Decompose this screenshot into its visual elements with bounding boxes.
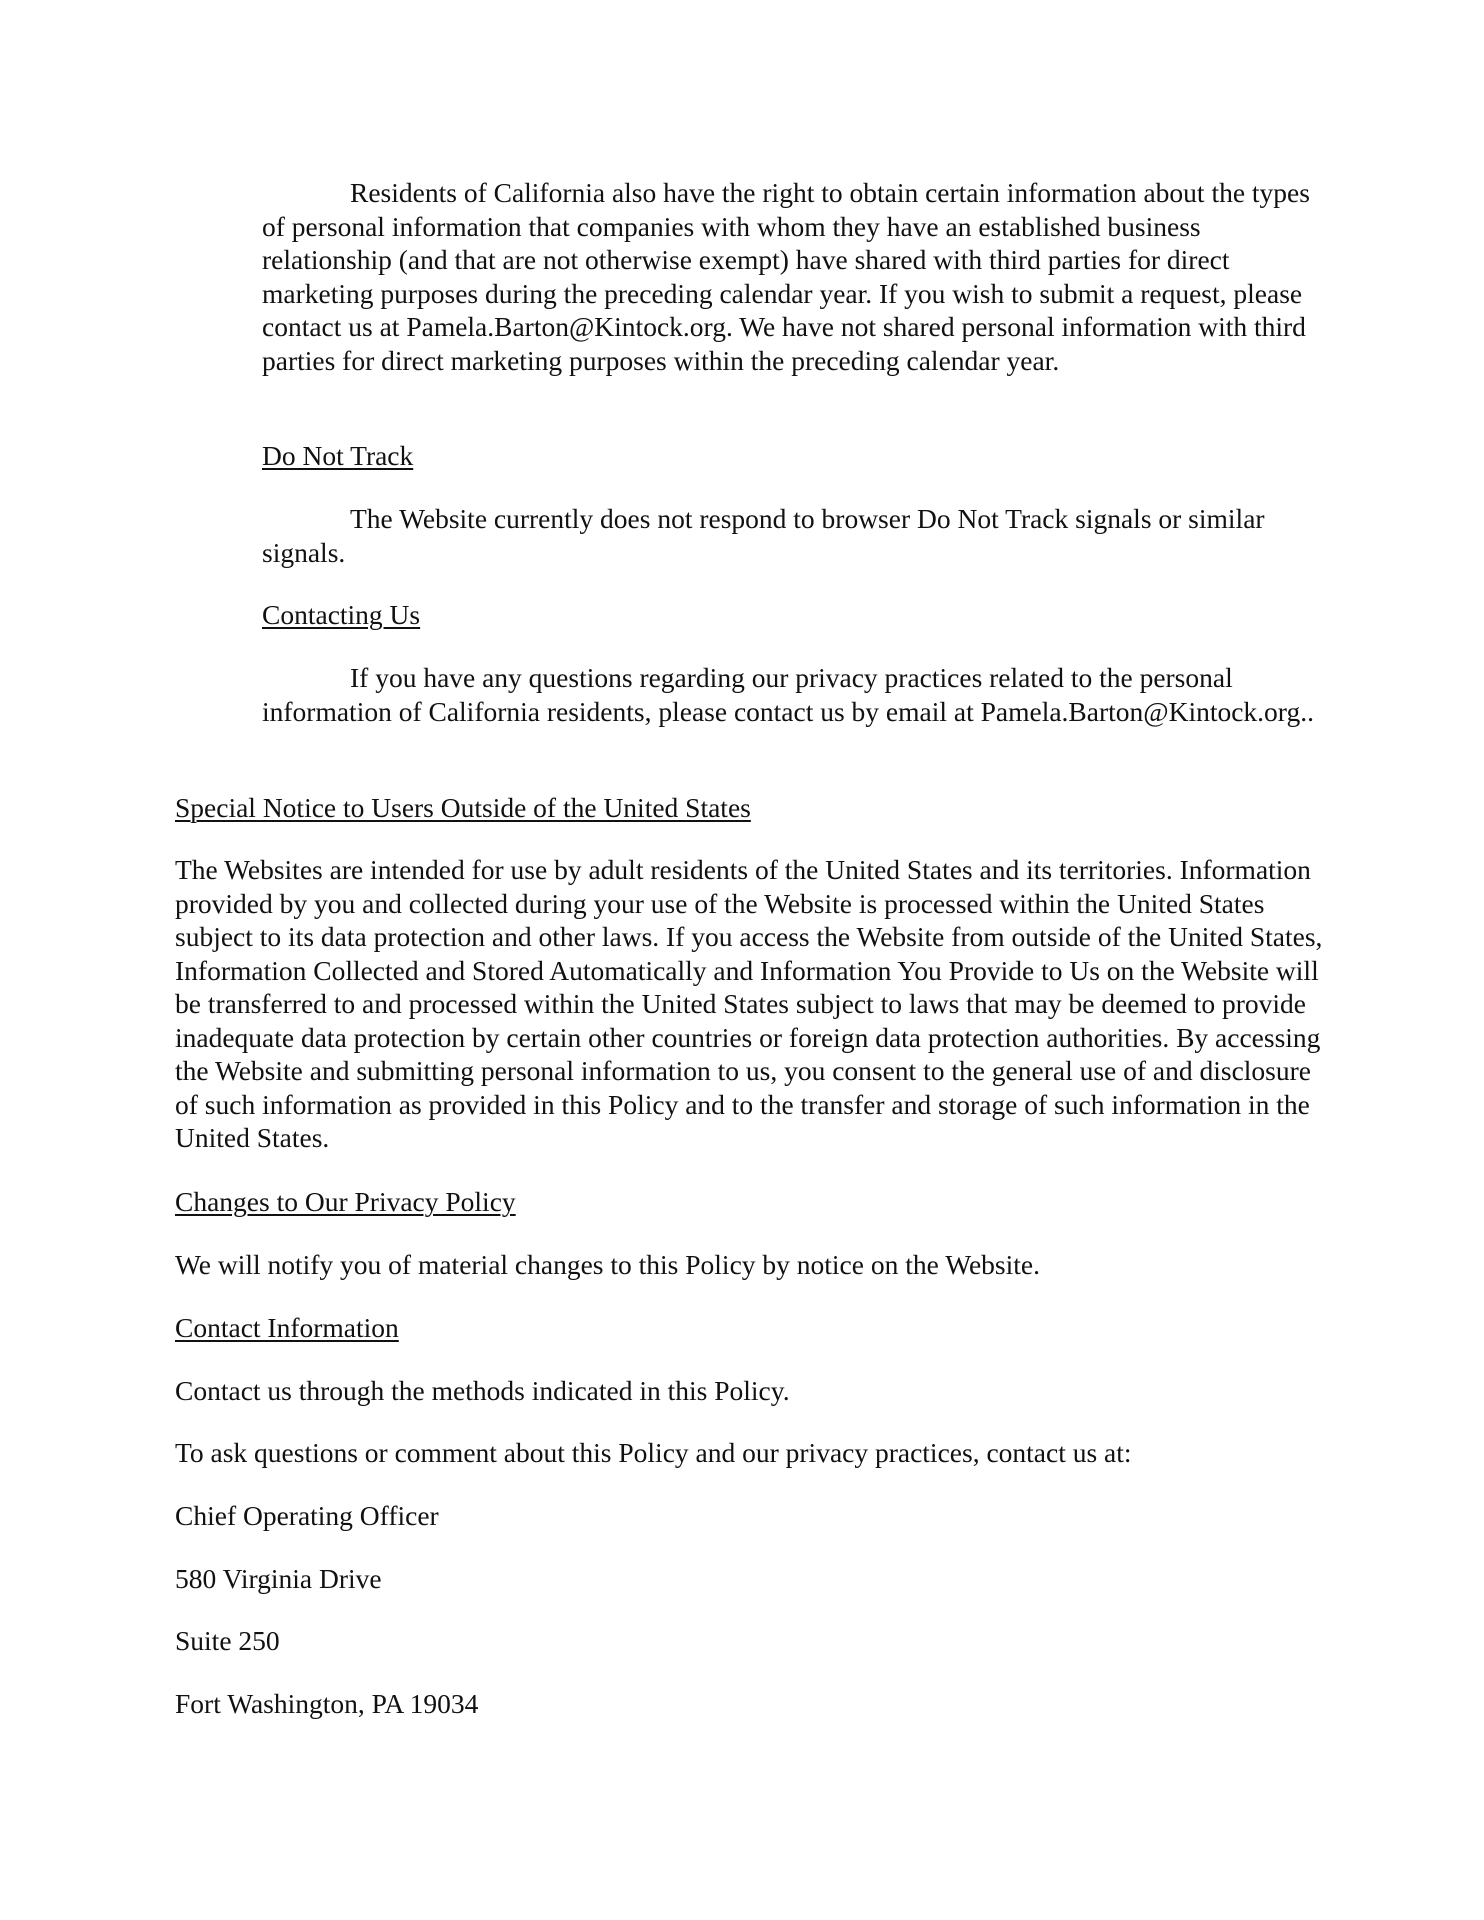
- do-not-track-paragraph: The Website currently does not respond to browser Do Not Track signals or similar signals.: [262, 503, 1265, 568]
- contact-suite: Suite 250: [175, 1625, 280, 1656]
- contact-methods-paragraph: Contact us through the methods indicated in this Policy.: [175, 1375, 790, 1406]
- contact-intro-paragraph: To ask questions or comment about this Policy and our privacy practices, contact us at:: [175, 1437, 1132, 1468]
- contact-street-address: 580 Virginia Drive: [175, 1563, 382, 1594]
- contact-information-heading: Contact Information: [175, 1312, 399, 1343]
- do-not-track-heading: Do Not Track: [262, 440, 414, 471]
- changes-heading: Changes to Our Privacy Policy: [175, 1186, 516, 1217]
- changes-paragraph: We will notify you of material changes to this Policy by notice on the Website.: [175, 1249, 1040, 1280]
- california-rights-paragraph: Residents of California also have the right to obtain certain information about the types of personal information that companies with whom they have an established business relationship (and that are not otherwise exempt) have shared with third parties for direct marketing purposes during the preceding calendar year. If you wish to submit a request, please contact us at Pamela.Barton@Kintock.org. We have not shared personal information with third parties for direct marketing purposes within the preceding calendar year.: [262, 177, 1310, 376]
- contacting-us-paragraph: If you have any questions regarding our privacy practices related to the personal information of California residents, please contact us by email at Pamela.Barton@Kintock.org..: [262, 662, 1314, 727]
- contacting-us-heading: Contacting Us: [262, 599, 421, 630]
- contact-city-state-zip: Fort Washington, PA 19034: [175, 1688, 479, 1719]
- outside-us-heading: Special Notice to Users Outside of the United States: [175, 792, 751, 823]
- contact-title: Chief Operating Officer: [175, 1500, 439, 1531]
- outside-us-paragraph: The Websites are intended for use by adult residents of the United States and its territories. Information provided by you and collected during your use of the Website is processed within the United States subject to its data protection and other laws. If you access the Website from outside of the United States, Information Collected and Stored Automatically and Information You Provide to Us on the Website will be transferred to and processed within the United States subject to laws that may be deemed to provide inadequate data protection by certain other countries or foreign data protection authorities. By accessing the Website and submitting personal information to us, you consent to the general use of and disclosure of such information as provided in this Policy and to the transfer and storage of such information in the United States.: [175, 854, 1323, 1153]
